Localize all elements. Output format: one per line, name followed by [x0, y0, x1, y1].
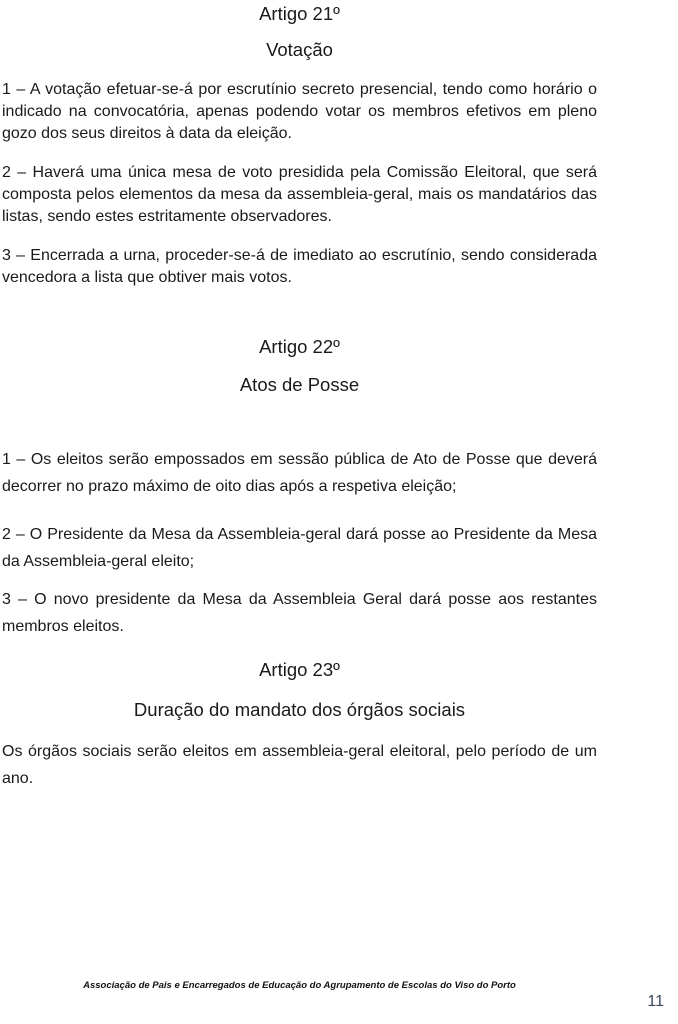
- article-21-paragraph-2: 2 – Haverá uma única mesa de voto presidida pela Comissão Eleitoral, que será composta pelos elementos da mesa da assembleia-geral, mais os mandatários das listas, sendo estes estritamente observadores.: [2, 164, 597, 225]
- footer-association-name: Associação de Pais e Encarregados de Educação do Agrupamento de Escolas do Viso do Porto: [83, 980, 516, 991]
- article-21-paragraph-1: 1 – A votação efetuar-se-á por escrutínio secreto presencial, tendo como horário o indicado na convocatória, apenas podendo votar os membros efetivos em pleno gozo dos seus direitos à data da eleição.: [2, 81, 597, 142]
- article-23-paragraph-1: Os órgãos sociais serão eleitos em assembleia-geral eleitoral, pelo período de um ano.: [2, 743, 597, 787]
- article-22-title: Artigo 22º: [259, 336, 340, 357]
- article-21-paragraph-3: 3 – Encerrada a urna, proceder-se-á de imediato ao escrutínio, sendo considerada vencedora a lista que obtiver mais votos.: [2, 247, 597, 286]
- article-23-section: [2, 658, 597, 792]
- article-23-subtitle: Duração do mandato dos órgãos sociais: [133, 699, 466, 720]
- article-21-subtitle: Votação: [266, 39, 333, 60]
- article-22-section: [2, 335, 597, 640]
- article-21-section: [2, 2, 597, 289]
- article-22-paragraph-3: 3 – O novo presidente da Mesa da Assembleia Geral dará posse aos restantes membros eleitos.: [2, 591, 597, 635]
- article-22-paragraph-1: 1 – Os eleitos serão empossados em sessão pública de Ato de Posse que deverá decorrer no prazo máximo de oito dias após a respetiva eleição;: [2, 451, 597, 495]
- page-number: 11: [647, 993, 664, 1010]
- article-21-title: Artigo 21º: [259, 3, 340, 24]
- article-23-title: Artigo 23º: [259, 659, 340, 680]
- article-22-paragraph-2: 2 – O Presidente da Mesa da Assembleia-geral dará posse ao Presidente da Mesa da Assembleia-geral eleito;: [2, 526, 597, 570]
- document-content: [2, 0, 597, 792]
- article-22-subtitle: Atos de Posse: [239, 374, 360, 395]
